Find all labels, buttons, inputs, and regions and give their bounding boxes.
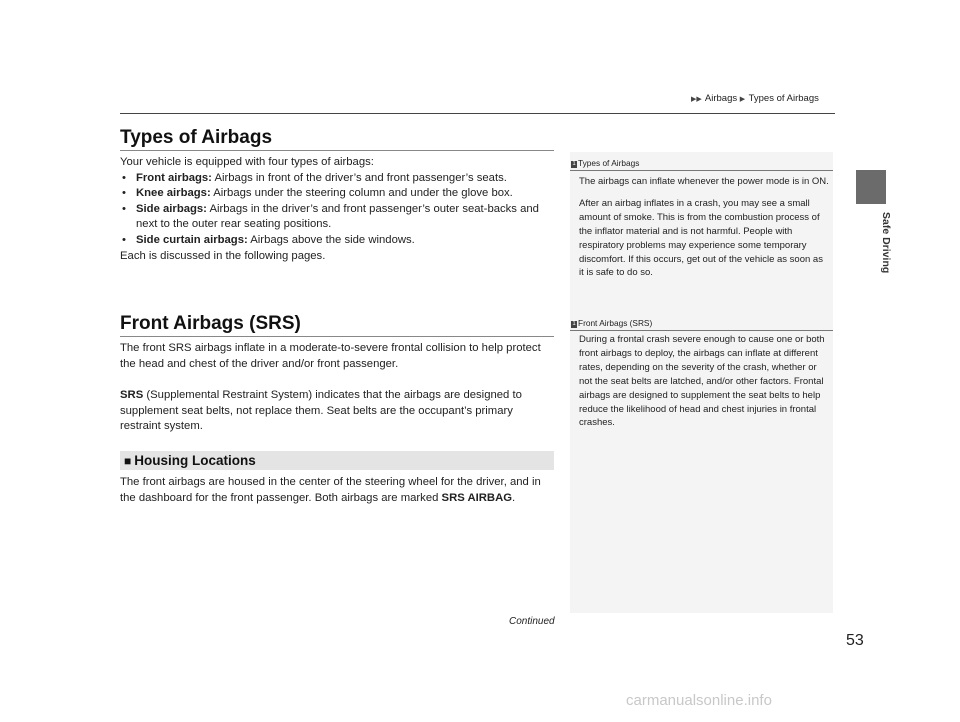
breadcrumb [691, 93, 819, 104]
housing-locations-title: Housing Locations [134, 453, 256, 468]
note-divider [570, 330, 833, 331]
reference-icon: 1 [572, 321, 576, 327]
note-title-text: Types of Airbags [578, 158, 640, 168]
bullet-text: Airbags above the side windows. [247, 233, 415, 246]
srs-term: SRS [120, 389, 144, 401]
note-paragraph: During a frontal crash severe enough to cause one or both front airbags to deploy, the airbags can inflate at different rates, depending on the severity of the crash, whether or not the seat belts are latched, and/or other factors. Frontal airbags are designed to supplement the seat belts to help reduce the likelihood of head and chest injuries in frontal crashes. [579, 334, 825, 429]
types-section-body [120, 155, 556, 264]
note-body-types [579, 175, 829, 280]
note-title-text: Front Airbags (SRS) [578, 318, 653, 328]
srs-airbag-marking: SRS AIRBAG [441, 491, 513, 504]
airbag-types-list [120, 171, 556, 249]
watermark: carmanualsonline.info [626, 692, 772, 709]
types-of-airbags-heading: Types of Airbags [120, 127, 273, 148]
srs-paragraph [120, 388, 556, 435]
list-item [120, 171, 556, 187]
page-number: 53 [846, 632, 864, 649]
housing-period: . [512, 491, 516, 504]
bullet-term: Side airbags: [136, 202, 207, 215]
list-item [120, 186, 556, 202]
bullet-term: Side curtain airbags: [136, 233, 248, 246]
types-outro: Each is discussed in the following pages. [120, 249, 326, 262]
front-airbags-heading: Front Airbags (SRS) [120, 313, 301, 334]
breadcrumb-arrow-icon: ▶▶ [691, 96, 702, 103]
list-item [120, 233, 556, 249]
continued-label: Continued [509, 616, 555, 627]
square-bullet-icon: ■ [124, 454, 132, 468]
reference-icon: 1 [572, 161, 576, 167]
bullet-text: Airbags in front of the driver’s and front passenger’s seats. [211, 171, 507, 184]
chapter-tab-marker [856, 170, 886, 204]
list-item [120, 202, 556, 233]
breadcrumb-page: Types of Airbags [748, 93, 819, 104]
bullet-text: Airbags in the driver’s and front passenger’s outer seat-backs and next to the outer rear seating positions. [136, 202, 539, 231]
note-body-front [579, 333, 829, 430]
types-intro: Your vehicle is equipped with four types of airbags: [120, 156, 374, 168]
heading-divider [120, 336, 554, 337]
breadcrumb-separator-icon: ▶ [739, 96, 746, 103]
note-divider [570, 170, 833, 171]
housing-paragraph [120, 475, 556, 506]
header-divider [120, 113, 835, 114]
note-paragraph: After an airbag inflates in a crash, you may see a small amount of smoke. This is from the combustion process of the inflator material and is not harmful. People with respiratory problems may experience some temporary discomfort. If this occurs, get out of the vehicle as soon as it is safe to do so. [579, 197, 823, 279]
front-airbags-paragraph: The front SRS airbags inflate in a moderate-to-severe frontal collision to help protect the head and chest of the driver and/or front passenger. [120, 342, 541, 370]
breadcrumb-section[interactable]: Airbags [704, 93, 738, 104]
heading-divider [120, 150, 554, 151]
housing-text: The front airbags are housed in the center of the steering wheel for the driver, and in the dashboard for the front passenger. Both airbags are marked [120, 476, 541, 504]
srs-description: (Supplemental Restraint System) indicates that the airbags are designed to supplement seat belts, not replace them. Seat belts are the occupant’s primary restraint system. [120, 389, 522, 433]
bullet-text: Airbags under the steering column and under the glove box. [210, 187, 513, 200]
note-title-front[interactable] [571, 318, 652, 328]
bullet-term: Knee airbags: [136, 187, 211, 200]
note-paragraph: The airbags can inflate whenever the power mode is in ON. [579, 176, 829, 187]
note-title-types[interactable] [571, 158, 639, 168]
chapter-tab-label: Safe Driving [880, 212, 892, 274]
housing-locations-heading [124, 453, 256, 468]
bullet-term: Front airbags: [136, 171, 212, 184]
